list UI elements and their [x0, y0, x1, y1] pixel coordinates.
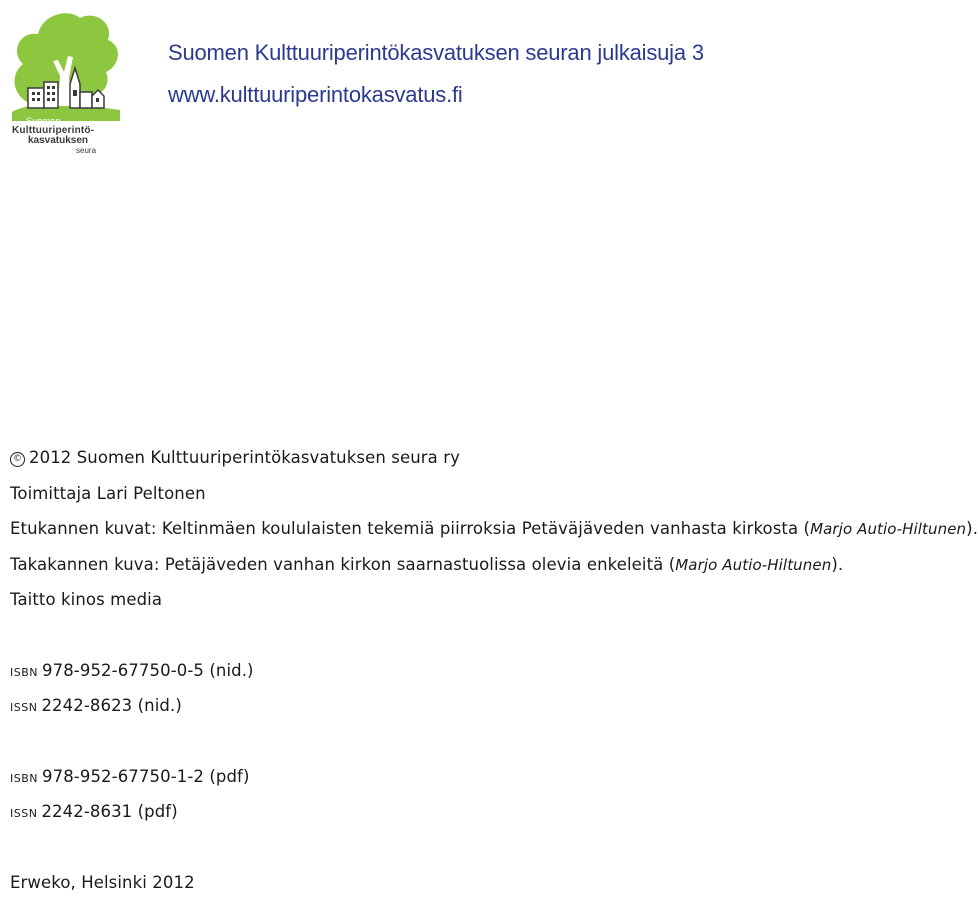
identifier-type: ISSN — [10, 807, 38, 820]
front-cover-line — [10, 519, 978, 538]
logo-line-kulttuuriperinto: Kulttuuriperintö- — [12, 125, 95, 136]
identifier-value: 2242-8623 (nid.) — [41, 696, 182, 715]
front-cover-author: Marjo Autio-Hiltunen — [810, 520, 967, 538]
logo-line-kasvatuksen: kasvatuksen — [28, 135, 89, 146]
isbn-print-line — [10, 661, 254, 680]
society-logo — [8, 6, 126, 156]
back-cover-text: Takakannen kuva: Petäjäveden vanhan kirkon saarnastuolissa olevia enkeleitä ( — [10, 555, 676, 574]
issn-pdf-line — [10, 802, 178, 821]
back-cover-end: ). — [831, 555, 844, 574]
website-link[interactable]: www.kulttuuriperintokasvatus.fi — [168, 82, 463, 107]
logo-line-seura: seura — [76, 146, 97, 155]
identifier-type: ISSN — [10, 701, 38, 714]
tree-and-town-icon — [8, 6, 126, 121]
copyright-text: 2012 Suomen Kulttuuriperintökasvatuksen seura ry — [29, 448, 460, 467]
issn-print-line — [10, 696, 182, 715]
copyright-icon: © — [10, 452, 25, 467]
identifier-value: 978-952-67750-1-2 (pdf) — [42, 767, 250, 786]
front-cover-text: Etukannen kuvat: Keltinmäen koululaisten tekemiä piirroksia Petäväjäveden vanhasta kirkosta ( — [10, 519, 811, 538]
front-cover-end: ). — [966, 519, 978, 538]
editor-line: Toimittaja Lari Peltonen — [10, 484, 206, 503]
isbn-pdf-line — [10, 767, 249, 786]
identifier-type: ISBN — [10, 666, 39, 679]
back-cover-line — [10, 555, 843, 574]
copyright-line — [10, 448, 460, 467]
back-cover-author: Marjo Autio-Hiltunen — [675, 556, 832, 574]
logo-line-suomen: Suomen — [26, 116, 61, 126]
series-title: Suomen Kulttuuriperintökasvatuksen seuran julkaisuja 3 — [168, 40, 704, 65]
identifier-value: 978-952-67750-0-5 (nid.) — [42, 661, 254, 680]
identifier-value: 2242-8631 (pdf) — [41, 802, 178, 821]
layout-line: Taitto kinos media — [10, 590, 163, 609]
printer-line: Erweko, Helsinki 2012 — [10, 873, 195, 892]
identifier-type: ISBN — [10, 772, 39, 785]
